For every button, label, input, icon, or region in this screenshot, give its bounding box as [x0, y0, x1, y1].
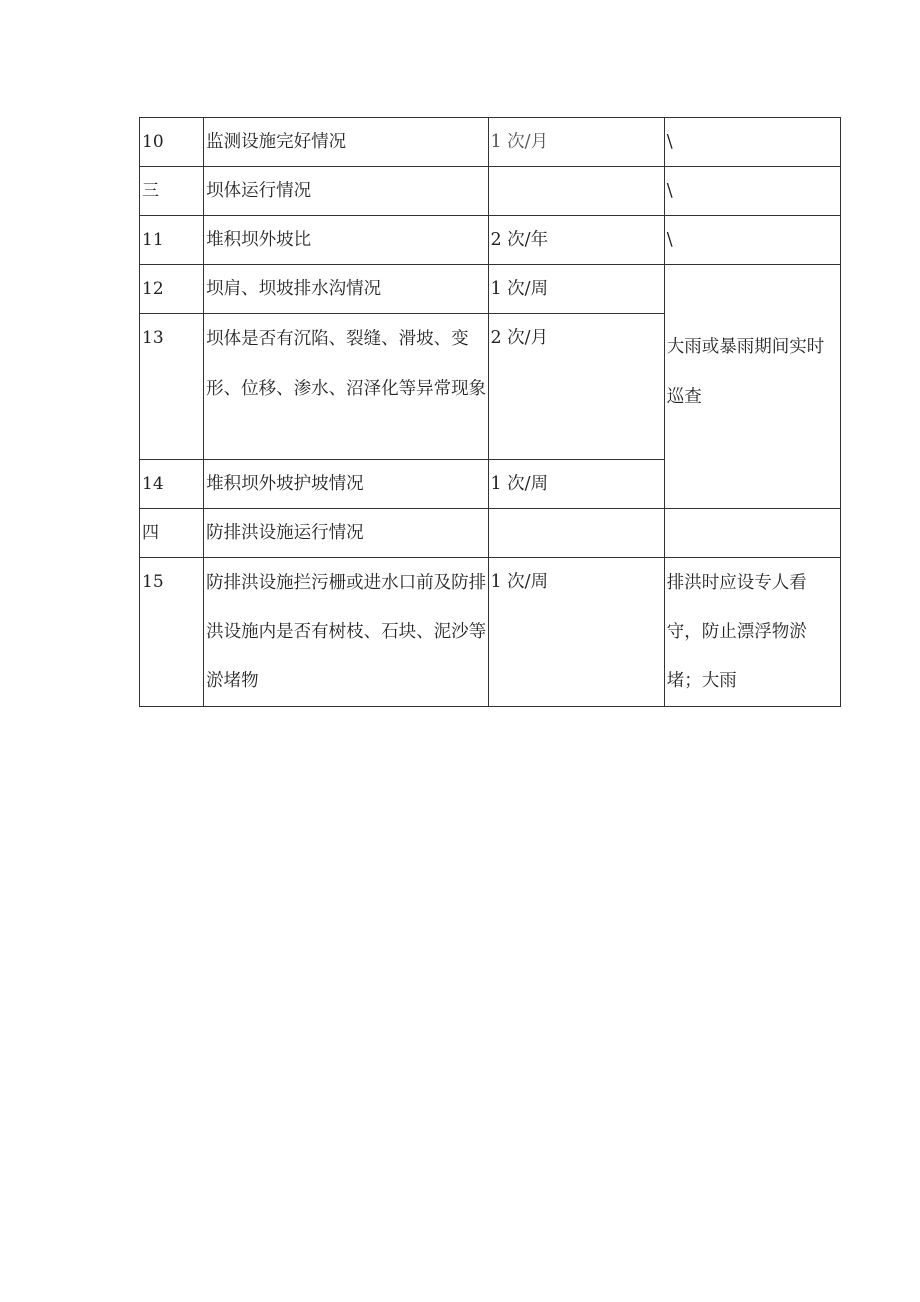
row-item: 坝体是否有沉陷、裂缝、滑坡、变形、位移、渗水、沼泽化等异常现象	[206, 329, 487, 399]
row-number: 11	[142, 230, 164, 250]
row-number: 15	[142, 572, 164, 592]
cell-frequency	[489, 509, 664, 558]
table-row	[140, 216, 841, 265]
cell-frequency	[489, 216, 664, 265]
row-note	[665, 509, 840, 522]
cell-item	[204, 558, 489, 707]
cell-no	[140, 216, 204, 265]
row-item: 堆积坝外坡护坡情况	[206, 474, 364, 494]
cell-no	[140, 314, 204, 460]
row-item: 堆积坝外坡比	[206, 230, 312, 250]
table-row	[140, 509, 841, 558]
merged-note: 大雨或暴雨期间实时巡查	[666, 337, 825, 407]
row-frequency: 1 次/周	[490, 279, 549, 299]
row-item: 防排洪设施拦污栅或进水口前及防排洪设施内是否有树枝、石块、泥沙等淤堵物	[206, 573, 487, 691]
cell-note-merged	[664, 265, 840, 509]
row-note: \	[666, 132, 673, 152]
cell-no	[140, 509, 204, 558]
row-frequency: 2 次/年	[490, 230, 549, 250]
cell-no	[140, 167, 204, 216]
row-frequency: 2 次/月	[490, 328, 549, 348]
cell-item	[204, 265, 489, 314]
row-number: 13	[142, 328, 164, 348]
row-frequency: 1 次/月	[490, 132, 549, 152]
row-frequency	[489, 509, 663, 522]
cell-frequency	[489, 118, 664, 167]
row-item: 监测设施完好情况	[206, 132, 347, 152]
cell-note	[664, 509, 840, 558]
section-title: 防排洪设施运行情况	[206, 523, 364, 543]
cell-frequency	[489, 558, 664, 707]
cell-no	[140, 558, 204, 707]
cell-item	[204, 460, 489, 509]
cell-note	[664, 118, 840, 167]
table-row	[140, 558, 841, 707]
cell-no	[140, 460, 204, 509]
section-number: 四	[142, 523, 159, 543]
cell-no	[140, 118, 204, 167]
section-number: 三	[142, 181, 159, 201]
cell-no	[140, 265, 204, 314]
row-note: \	[666, 181, 673, 201]
row-item: 坝肩、坝坡排水沟情况	[206, 279, 382, 299]
cell-note	[664, 167, 840, 216]
inspection-table	[139, 117, 841, 707]
cell-item	[204, 167, 489, 216]
row-note: 排洪时应设专人看守，防止漂浮物淤堵；大雨	[666, 573, 807, 691]
table-row	[140, 118, 841, 167]
section-title: 坝体运行情况	[206, 181, 312, 201]
cell-note	[664, 216, 840, 265]
row-frequency: 1 次/周	[490, 572, 549, 592]
cell-frequency	[489, 460, 664, 509]
cell-item	[204, 216, 489, 265]
cell-frequency	[489, 314, 664, 460]
cell-frequency	[489, 167, 664, 216]
row-number: 12	[142, 279, 164, 299]
table-row	[140, 265, 841, 314]
table-row	[140, 167, 841, 216]
cell-item	[204, 509, 489, 558]
cell-note	[664, 558, 840, 707]
row-number: 14	[142, 474, 164, 494]
row-frequency: 1 次/周	[490, 474, 549, 494]
cell-item	[204, 314, 489, 460]
cell-item	[204, 118, 489, 167]
row-number: 10	[142, 132, 164, 152]
row-note: \	[666, 230, 673, 250]
cell-frequency	[489, 265, 664, 314]
row-frequency	[489, 167, 663, 180]
